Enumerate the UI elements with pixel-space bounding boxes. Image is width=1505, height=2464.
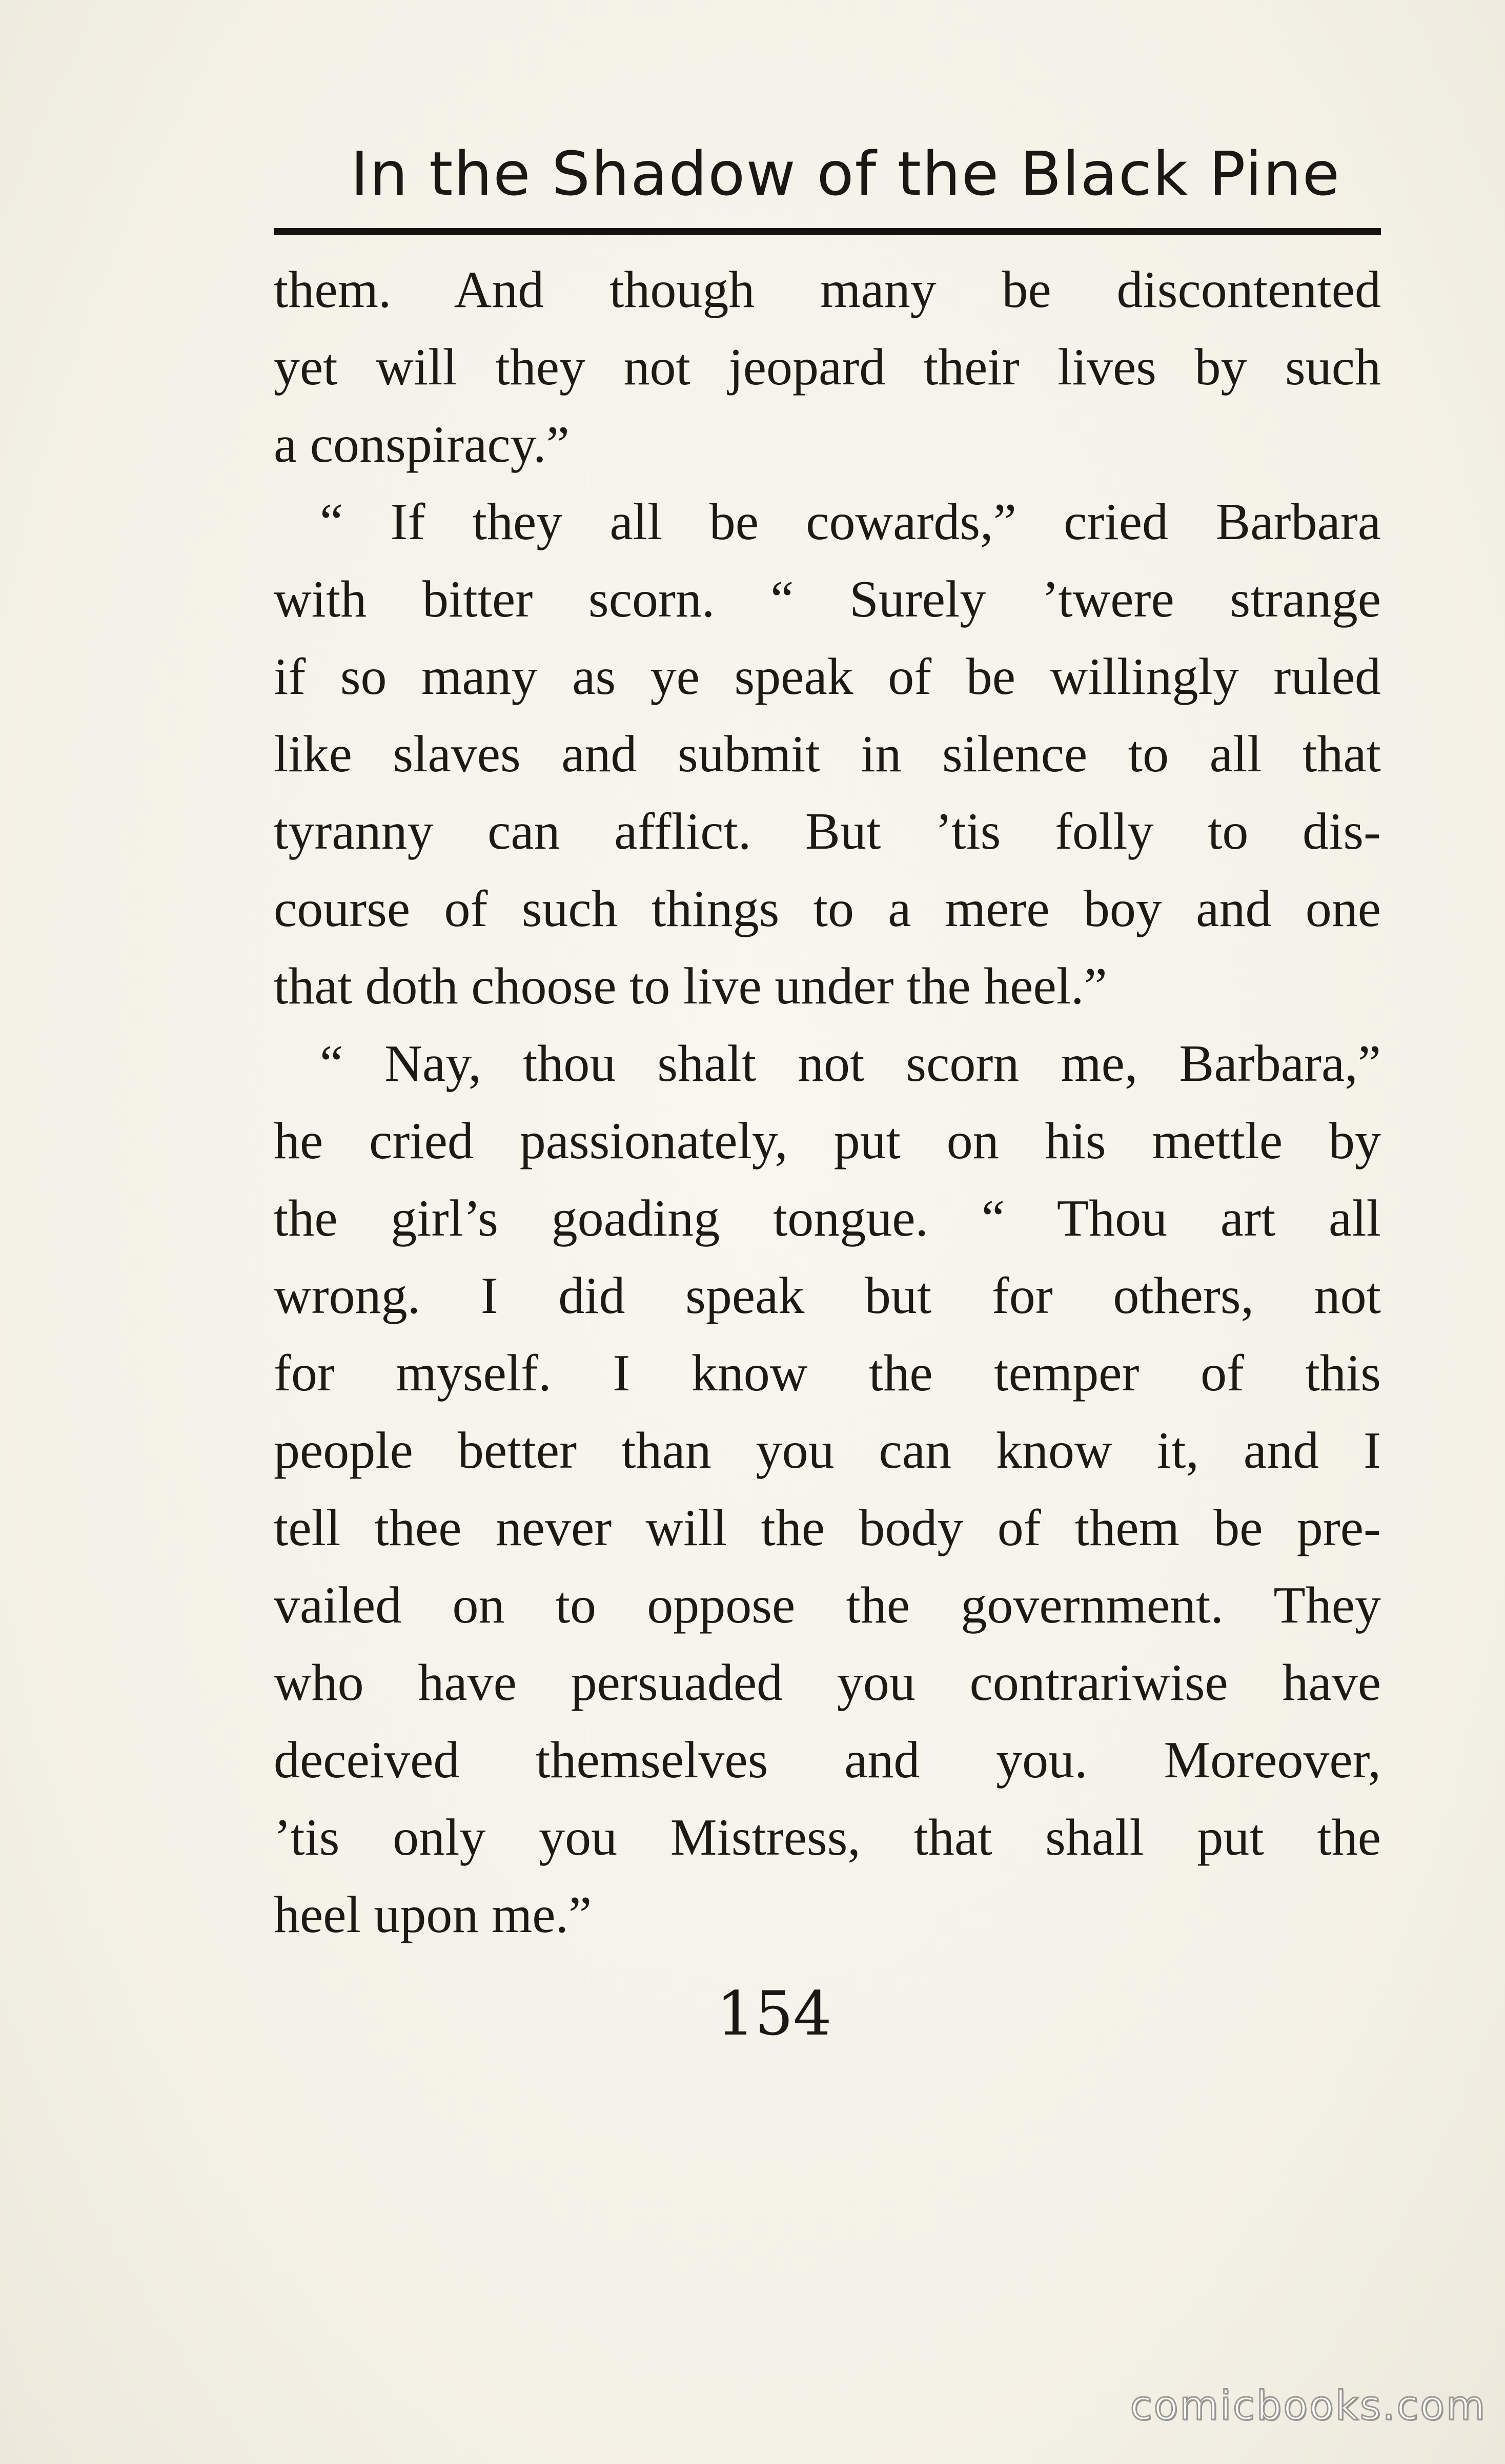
watermark: comicbooks.com	[1130, 2383, 1487, 2429]
text-line: he cried passionately, put on his mettle by	[274, 1112, 1381, 1170]
text-line: yet will they not jeopard their lives by such	[274, 338, 1381, 396]
text-line: the girl’s goading tongue. “ Thou art all	[274, 1189, 1381, 1247]
header-rule	[274, 228, 1381, 235]
running-title: In the Shadow of the Black Pine	[351, 138, 1341, 209]
text-line: vailed on to oppose the government. They	[274, 1576, 1381, 1634]
text-line: deceived themselves and you. Moreover,	[274, 1731, 1381, 1789]
text-line: tell thee never will the body of them be pre-	[274, 1499, 1381, 1557]
text-line: “ If they all be cowards,” cried Barbara	[320, 493, 1381, 551]
text-line: course of such things to a mere boy and one	[274, 880, 1381, 938]
text-line: people better than you can know it, and I	[274, 1422, 1381, 1480]
text-line: tyranny can afflict. But ’tis folly to dis-	[274, 803, 1381, 860]
text-line: for myself. I know the temper of this	[274, 1344, 1381, 1402]
text-line: ’tis only you Mistress, that shall put the	[274, 1809, 1381, 1866]
text-line: them. And though many be discontented	[274, 261, 1381, 319]
text-line: “ Nay, thou shalt not scorn me, Barbara,”	[320, 1035, 1381, 1093]
text-line: like slaves and submit in silence to all that	[274, 725, 1381, 783]
text-line: heel upon me.”	[274, 1886, 592, 1944]
text-line: that doth choose to live under the heel.”	[274, 957, 1107, 1015]
text-line: who have persuaded you contrariwise have	[274, 1654, 1381, 1712]
text-line: a conspiracy.”	[274, 416, 570, 474]
text-line: wrong. I did speak but for others, not	[274, 1267, 1381, 1325]
text-line: if so many as ye speak of be willingly ruled	[274, 648, 1381, 706]
body-text	[274, 251, 1381, 1954]
text-line: with bitter scorn. “ Surely ’twere strange	[274, 570, 1381, 628]
page-number: 154	[716, 1978, 832, 2049]
running-head	[274, 128, 1381, 231]
